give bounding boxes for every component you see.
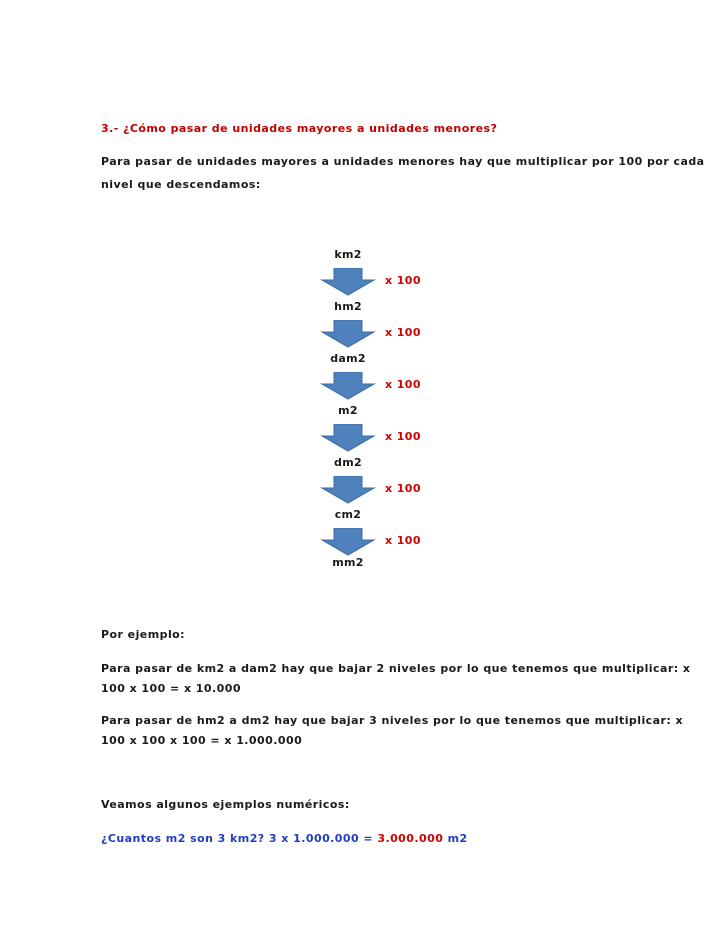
multiplier-label: x 100 xyxy=(385,378,421,391)
down-arrow-icon xyxy=(320,528,376,556)
example2-line-2: 100 x 100 x 100 = x 1.000.000 xyxy=(101,734,303,747)
question-text: ¿Cuantos m2 son 3 km2? 3 x 1.000.000 = xyxy=(101,832,378,845)
multiplier-label: x 100 xyxy=(385,482,421,495)
multiplier-label: x 100 xyxy=(385,274,421,287)
multiplier-label: x 100 xyxy=(385,534,421,547)
question-answer: 3.000.000 xyxy=(377,832,444,845)
unit-label-km2: km2 xyxy=(334,248,362,261)
unit-label-dm2: dm2 xyxy=(334,456,362,469)
unit-label-cm2: cm2 xyxy=(334,508,362,521)
question-unit: m2 xyxy=(443,832,468,845)
unit-label-mm2: mm2 xyxy=(332,556,364,569)
intro-line-1: Para pasar de unidades mayores a unidades menores hay que multiplicar por 100 por cada xyxy=(101,155,705,168)
intro-line-2: nivel que descendamos: xyxy=(101,178,261,191)
numeric-examples-title: Veamos algunos ejemplos numéricos: xyxy=(101,798,350,811)
down-arrow-icon xyxy=(320,268,376,296)
example2-line-1: Para pasar de hm2 a dm2 hay que bajar 3 niveles por lo que tenemos que multiplicar: x xyxy=(101,714,684,727)
unit-label-dam2: dam2 xyxy=(330,352,366,365)
multiplier-label: x 100 xyxy=(385,430,421,443)
down-arrow-icon xyxy=(320,372,376,400)
numeric-question xyxy=(101,832,468,845)
unit-label-m2: m2 xyxy=(338,404,358,417)
section-heading: 3.- ¿Cómo pasar de unidades mayores a unidades menores? xyxy=(101,122,498,135)
down-arrow-icon xyxy=(320,320,376,348)
unit-label-hm2: hm2 xyxy=(334,300,362,313)
example1-line-2: 100 x 100 = x 10.000 xyxy=(101,682,241,695)
multiplier-label: x 100 xyxy=(385,326,421,339)
down-arrow-icon xyxy=(320,476,376,504)
example-title: Por ejemplo: xyxy=(101,628,186,641)
example1-line-1: Para pasar de km2 a dam2 hay que bajar 2 niveles por lo que tenemos que multiplicar: x xyxy=(101,662,691,675)
down-arrow-icon xyxy=(320,424,376,452)
